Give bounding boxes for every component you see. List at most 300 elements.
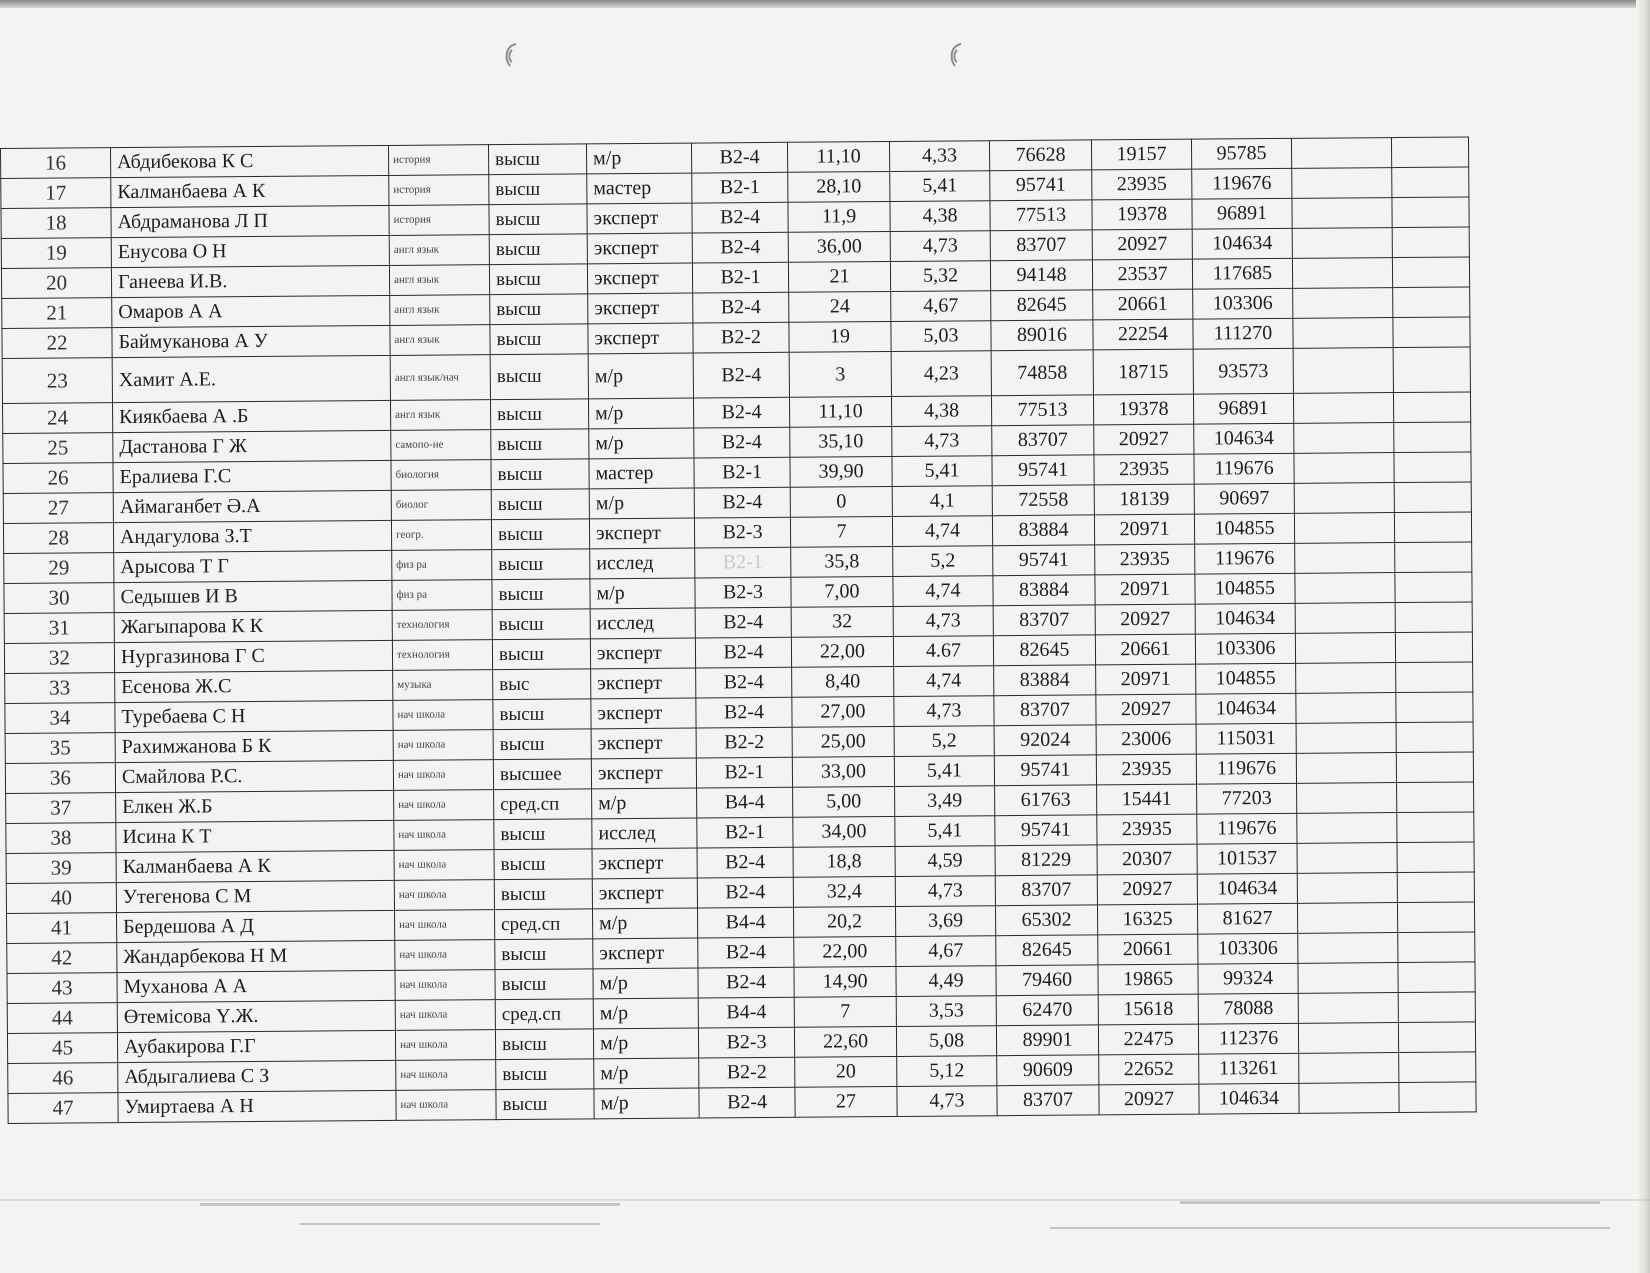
scan-top-edge <box>0 0 1650 8</box>
pen-mark-left <box>500 40 522 70</box>
empty-cell <box>1292 168 1392 199</box>
base-salary-cell: 83884 <box>993 575 1095 606</box>
education-cell: высш <box>493 729 591 760</box>
base-salary-cell: 95741 <box>993 545 1095 576</box>
grade-code-cell: В2-4 <box>694 487 790 518</box>
empty-cell <box>1397 812 1474 843</box>
empty-cell <box>1295 633 1395 664</box>
row-number-cell: 47 <box>8 1093 118 1124</box>
employee-name-cell: Жагыпарова К К <box>114 610 392 642</box>
education-cell: высшее <box>493 759 591 790</box>
education-cell: высш <box>492 579 590 610</box>
base-salary-cell: 89016 <box>991 320 1093 351</box>
row-number-cell: 46 <box>8 1063 118 1094</box>
coefficient-cell: 5,03 <box>891 321 991 352</box>
subject-cell: нач школа <box>394 850 494 881</box>
base-salary-cell: 90609 <box>997 1055 1099 1086</box>
total-salary-cell: 99324 <box>1198 963 1298 994</box>
grade-code-cell: В2-2 <box>693 322 789 353</box>
experience-cell: 27 <box>795 1086 897 1117</box>
empty-cell <box>1297 903 1397 934</box>
allowance-cell: 22475 <box>1098 1024 1198 1055</box>
coefficient-cell: 4,38 <box>890 201 990 232</box>
allowance-cell: 19865 <box>1098 964 1198 995</box>
row-number-cell: 42 <box>7 943 117 974</box>
empty-cell <box>1296 723 1396 754</box>
base-salary-cell: 95741 <box>992 455 1094 486</box>
allowance-cell: 23935 <box>1092 169 1192 200</box>
scan-bottom-streaks <box>0 1189 1650 1249</box>
grade-code-cell: В2-3 <box>698 1027 794 1058</box>
allowance-cell: 23006 <box>1096 724 1196 755</box>
allowance-cell: 20661 <box>1098 934 1198 965</box>
empty-cell <box>1298 1023 1398 1054</box>
employee-name-cell: Аймаганбет Ә.А <box>113 490 391 522</box>
coefficient-cell: 4,49 <box>896 966 996 997</box>
total-salary-cell: 113261 <box>1199 1053 1299 1084</box>
allowance-cell: 19378 <box>1092 199 1192 230</box>
base-salary-cell: 81229 <box>995 845 1097 876</box>
subject-cell: нач школа <box>394 790 494 821</box>
category-cell: исслед <box>590 608 695 639</box>
coefficient-cell: 5,08 <box>896 1026 996 1057</box>
allowance-cell: 23935 <box>1095 544 1195 575</box>
experience-cell: 25,00 <box>792 726 894 757</box>
total-salary-cell: 90697 <box>1194 483 1294 514</box>
grade-code-cell: В2-1 <box>697 817 793 848</box>
subject-cell: нач школа <box>395 1030 495 1061</box>
education-cell: высш <box>491 459 589 490</box>
category-cell: эксперт <box>592 878 697 909</box>
education-cell: сред.сп <box>494 909 592 940</box>
total-salary-cell: 101537 <box>1197 843 1297 874</box>
allowance-cell: 23935 <box>1096 754 1196 785</box>
row-number-cell: 37 <box>6 793 116 824</box>
empty-cell <box>1395 632 1472 663</box>
coefficient-cell: 3,69 <box>895 906 995 937</box>
total-salary-cell: 104634 <box>1197 873 1297 904</box>
category-cell: м/р <box>592 908 697 939</box>
coefficient-cell: 4,73 <box>892 426 992 457</box>
base-salary-cell: 65302 <box>995 905 1097 936</box>
empty-cell <box>1395 572 1472 603</box>
education-cell: высш <box>492 609 590 640</box>
subject-cell: музыка <box>393 670 493 701</box>
subject-cell: англ язык <box>390 295 490 326</box>
empty-cell <box>1296 693 1396 724</box>
category-cell: эксперт <box>587 263 692 294</box>
employee-name-cell: Бердешова А Д <box>117 910 395 942</box>
employee-name-cell: Жандарбекова Н М <box>117 940 395 972</box>
base-salary-cell: 76628 <box>989 140 1091 171</box>
row-number-cell: 36 <box>5 763 115 794</box>
category-cell: исслед <box>592 818 697 849</box>
empty-cell <box>1295 603 1395 634</box>
coefficient-cell: 5,41 <box>894 756 994 787</box>
row-number-cell: 38 <box>6 823 116 854</box>
education-cell: высш <box>490 354 588 400</box>
total-salary-cell: 104855 <box>1194 513 1294 544</box>
total-salary-cell: 117685 <box>1192 258 1292 289</box>
total-salary-cell: 104634 <box>1194 423 1294 454</box>
coefficient-cell: 4,73 <box>894 696 994 727</box>
employee-name-cell: Седышев И В <box>114 580 392 612</box>
allowance-cell: 20971 <box>1096 664 1196 695</box>
row-number-cell: 25 <box>3 433 113 464</box>
employee-name-cell: Туребаева С Н <box>115 700 393 732</box>
empty-cell <box>1293 288 1393 319</box>
empty-cell <box>1292 198 1392 229</box>
coefficient-cell: 3,49 <box>895 786 995 817</box>
empty-cell <box>1392 167 1469 198</box>
experience-cell: 21 <box>788 262 890 293</box>
total-salary-cell: 112376 <box>1198 1023 1298 1054</box>
category-cell: эксперт <box>588 323 693 354</box>
experience-cell: 3 <box>789 352 891 398</box>
education-cell: сред.сп <box>495 999 593 1030</box>
employee-name-cell: Абдыгалиева С З <box>118 1060 396 1092</box>
experience-cell: 7,00 <box>791 577 893 608</box>
base-salary-cell: 95741 <box>995 815 1097 846</box>
base-salary-cell: 83884 <box>994 665 1096 696</box>
experience-cell: 34,00 <box>793 816 895 847</box>
empty-cell <box>1398 932 1475 963</box>
grade-code-cell: В2-4 <box>697 847 793 878</box>
category-cell: м/р <box>590 578 695 609</box>
employee-name-cell: Ганеева И.В. <box>111 265 389 297</box>
category-cell: мастер <box>587 173 692 204</box>
category-cell: м/р <box>593 998 698 1029</box>
employee-name-cell: Есенова Ж.С <box>115 670 393 702</box>
experience-cell: 22,00 <box>794 936 896 967</box>
total-salary-cell: 104634 <box>1195 603 1295 634</box>
empty-cell <box>1395 602 1472 633</box>
total-salary-cell: 93573 <box>1193 348 1293 394</box>
base-salary-cell: 89901 <box>996 1025 1098 1056</box>
experience-cell: 8,40 <box>792 666 894 697</box>
empty-cell <box>1397 872 1474 903</box>
employee-name-cell: Елкен Ж.Б <box>116 790 394 822</box>
coefficient-cell: 4,38 <box>891 396 991 427</box>
allowance-cell: 20971 <box>1094 514 1194 545</box>
subject-cell: нач школа <box>396 1060 496 1091</box>
education-cell: высш <box>495 939 593 970</box>
grade-code-cell: В2-3 <box>694 517 790 548</box>
education-cell: высш <box>489 234 587 265</box>
coefficient-cell: 4,59 <box>895 846 995 877</box>
row-number-cell: 16 <box>1 148 111 179</box>
base-salary-cell: 83707 <box>990 230 1092 261</box>
base-salary-cell: 95741 <box>994 755 1096 786</box>
allowance-cell: 16325 <box>1097 904 1197 935</box>
experience-cell: 20 <box>795 1056 897 1087</box>
grade-code-cell: В2-1 <box>696 757 792 788</box>
category-cell: мастер <box>589 458 694 489</box>
coefficient-cell: 4,73 <box>895 876 995 907</box>
base-salary-cell: 79460 <box>996 965 1098 996</box>
row-number-cell: 31 <box>4 613 114 644</box>
coefficient-cell: 4,73 <box>893 606 993 637</box>
experience-cell: 14,90 <box>794 966 896 997</box>
empty-cell <box>1396 722 1473 753</box>
subject-cell: технология <box>392 640 492 671</box>
subject-cell: нач школа <box>393 730 493 761</box>
empty-cell <box>1299 1083 1399 1114</box>
subject-cell: биолог <box>391 490 491 521</box>
allowance-cell: 20927 <box>1094 424 1194 455</box>
empty-cell <box>1394 512 1471 543</box>
employee-name-cell: Енусова О Н <box>111 235 389 267</box>
category-cell: эксперт <box>591 698 696 729</box>
total-salary-cell: 81627 <box>1197 903 1297 934</box>
empty-cell <box>1295 573 1395 604</box>
employee-name-cell: Киякбаева А .Б <box>113 400 391 432</box>
allowance-cell: 23935 <box>1094 454 1194 485</box>
empty-cell <box>1294 423 1394 454</box>
coefficient-cell: 5,41 <box>895 816 995 847</box>
row-number-cell: 22 <box>2 328 112 359</box>
experience-cell: 36,00 <box>788 232 890 263</box>
grade-code-cell: В2-2 <box>699 1057 795 1088</box>
empty-cell <box>1393 392 1470 423</box>
employee-name-cell: Утегенова С М <box>116 880 394 912</box>
coefficient-cell: 4.67 <box>893 636 993 667</box>
subject-cell: нач школа <box>394 820 494 851</box>
coefficient-cell: 4,1 <box>892 486 992 517</box>
allowance-cell: 19157 <box>1091 139 1191 170</box>
education-cell: сред.сп <box>494 789 592 820</box>
grade-code-cell: В2-4 <box>698 937 794 968</box>
education-cell: высш <box>491 429 589 460</box>
allowance-cell: 20927 <box>1096 694 1196 725</box>
category-cell: исслед <box>590 548 695 579</box>
allowance-cell: 22652 <box>1099 1054 1199 1085</box>
allowance-cell: 20927 <box>1097 874 1197 905</box>
employee-name-cell: Абдраманова Л П <box>111 205 389 237</box>
row-number-cell: 41 <box>7 913 117 944</box>
base-salary-cell: 83707 <box>992 425 1094 456</box>
row-number-cell: 39 <box>6 853 116 884</box>
experience-cell: 11,10 <box>789 397 891 428</box>
empty-cell <box>1296 753 1396 784</box>
row-number-cell: 24 <box>3 403 113 434</box>
total-salary-cell: 104634 <box>1192 228 1292 259</box>
allowance-cell: 20661 <box>1093 289 1193 320</box>
experience-cell: 18,8 <box>793 846 895 877</box>
experience-cell: 20,2 <box>793 906 895 937</box>
empty-cell <box>1299 1053 1399 1084</box>
subject-cell: англ язык <box>390 400 490 431</box>
empty-cell <box>1394 482 1471 513</box>
coefficient-cell: 4,33 <box>889 141 989 172</box>
subject-cell: история <box>388 145 488 176</box>
employee-name-cell: Арысова Т Г <box>114 550 392 582</box>
empty-cell <box>1398 992 1475 1023</box>
base-salary-cell: 82645 <box>996 935 1098 966</box>
total-salary-cell: 104634 <box>1199 1083 1299 1114</box>
empty-cell <box>1396 752 1473 783</box>
coefficient-cell: 4,74 <box>893 576 993 607</box>
empty-cell <box>1398 1022 1475 1053</box>
experience-cell: 28,10 <box>788 172 890 203</box>
coefficient-cell: 5,2 <box>893 546 993 577</box>
category-cell: эксперт <box>591 668 696 699</box>
empty-cell <box>1297 843 1397 874</box>
empty-cell <box>1295 543 1395 574</box>
empty-cell <box>1297 783 1397 814</box>
grade-code-cell: В2-4 <box>693 352 789 398</box>
employee-name-cell: Хамит А.Е. <box>112 355 390 402</box>
employee-name-cell: Баймуканова А У <box>112 325 390 357</box>
empty-cell <box>1397 902 1474 933</box>
coefficient-cell: 5,41 <box>892 456 992 487</box>
category-cell: м/р <box>588 353 693 399</box>
subject-cell: англ язык/нач <box>390 355 490 401</box>
category-cell: эксперт <box>590 638 695 669</box>
total-salary-cell: 78088 <box>1198 993 1298 1024</box>
experience-cell: 7 <box>790 517 892 548</box>
row-number-cell: 28 <box>3 523 113 554</box>
employee-name-cell: Калманбаева А К <box>116 850 394 882</box>
education-cell: высш <box>490 294 588 325</box>
employee-name-cell: Дастанова Г Ж <box>113 430 391 462</box>
row-number-cell: 30 <box>4 583 114 614</box>
grade-code-cell: В2-1 <box>694 457 790 488</box>
empty-cell <box>1396 692 1473 723</box>
subject-cell: физ ра <box>392 550 492 581</box>
subject-cell: нач школа <box>395 970 495 1001</box>
row-number-cell: 20 <box>1 268 111 299</box>
scan-right-edge <box>1636 0 1650 1273</box>
total-salary-cell: 104634 <box>1196 693 1296 724</box>
coefficient-cell: 4,73 <box>897 1086 997 1117</box>
education-cell: высш <box>495 1029 593 1060</box>
total-salary-cell: 96891 <box>1193 393 1293 424</box>
total-salary-cell: 103306 <box>1195 633 1295 664</box>
education-cell: высш <box>489 264 587 295</box>
experience-cell: 35,8 <box>791 547 893 578</box>
base-salary-cell: 83884 <box>992 515 1094 546</box>
row-number-cell: 43 <box>7 973 117 1004</box>
education-cell: высш <box>496 1059 594 1090</box>
row-number-cell: 27 <box>3 493 113 524</box>
category-cell: эксперт <box>588 293 693 324</box>
allowance-cell: 23537 <box>1092 259 1192 290</box>
total-salary-cell: 103306 <box>1193 288 1293 319</box>
coefficient-cell: 4,67 <box>896 936 996 967</box>
grade-code-cell: В2-4 <box>692 232 788 263</box>
subject-cell: самопо-ие <box>391 430 491 461</box>
row-number-cell: 17 <box>1 178 111 209</box>
employee-name-cell: Ералиева Г.С <box>113 460 391 492</box>
coefficient-cell: 5,41 <box>890 171 990 202</box>
subject-cell: нач школа <box>395 1000 495 1031</box>
subject-cell: нач школа <box>393 700 493 731</box>
grade-code-cell: В2-4 <box>693 292 789 323</box>
empty-cell <box>1291 138 1391 169</box>
allowance-cell: 23935 <box>1097 814 1197 845</box>
employee-name-cell: Муханова А А <box>117 970 395 1002</box>
experience-cell: 11,10 <box>787 142 889 173</box>
total-salary-cell: 119676 <box>1194 453 1294 484</box>
empty-cell <box>1395 542 1472 573</box>
education-cell: высш <box>494 879 592 910</box>
grade-code-cell: В2-4 <box>691 142 787 173</box>
grade-code-cell: В2-3 <box>695 577 791 608</box>
subject-cell: технология <box>392 610 492 641</box>
employee-name-cell: Исина К Т <box>116 820 394 852</box>
allowance-cell: 19378 <box>1093 394 1193 425</box>
allowance-cell: 20927 <box>1095 604 1195 635</box>
experience-cell: 24 <box>789 292 891 323</box>
salary-sheet <box>0 136 1476 1123</box>
total-salary-cell: 119676 <box>1195 543 1295 574</box>
category-cell: м/р <box>593 968 698 999</box>
employee-name-cell: Калманбаева А К <box>111 175 389 207</box>
category-cell: эксперт <box>587 203 692 234</box>
subject-cell: англ язык <box>389 235 489 266</box>
empty-cell <box>1294 483 1394 514</box>
grade-code-cell: В2-1 <box>692 262 788 293</box>
category-cell: м/р <box>594 1058 699 1089</box>
base-salary-cell: 72558 <box>992 485 1094 516</box>
experience-cell: 7 <box>794 996 896 1027</box>
experience-cell: 35,10 <box>790 427 892 458</box>
category-cell: эксперт <box>593 938 698 969</box>
education-cell: высш <box>492 639 590 670</box>
grade-code-cell: В2-2 <box>696 727 792 758</box>
category-cell: м/р <box>586 143 691 174</box>
base-salary-cell: 92024 <box>994 725 1096 756</box>
grade-code-cell: В2-4 <box>697 877 793 908</box>
experience-cell: 5,00 <box>793 786 895 817</box>
total-salary-cell: 119676 <box>1192 168 1292 199</box>
empty-cell <box>1393 287 1470 318</box>
empty-cell <box>1399 1052 1476 1083</box>
education-cell: высш <box>492 549 590 580</box>
empty-cell <box>1392 227 1469 258</box>
empty-cell <box>1292 258 1392 289</box>
allowance-cell: 20661 <box>1095 634 1195 665</box>
subject-cell: англ язык <box>390 325 490 356</box>
category-cell: м/р <box>589 428 694 459</box>
empty-cell <box>1392 197 1469 228</box>
allowance-cell: 20971 <box>1095 574 1195 605</box>
grade-code-cell: В2-1 <box>692 172 788 203</box>
education-cell: высш <box>488 144 586 175</box>
employee-name-cell: Рахимжанова Б К <box>115 730 393 762</box>
category-cell: м/р <box>594 1088 699 1119</box>
allowance-cell: 15441 <box>1097 784 1197 815</box>
empty-cell <box>1293 318 1393 349</box>
empty-cell <box>1298 993 1398 1024</box>
base-salary-cell: 83707 <box>994 695 1096 726</box>
row-number-cell: 44 <box>7 1003 117 1034</box>
allowance-cell: 18715 <box>1093 349 1193 395</box>
grade-code-cell: В2-4 <box>692 202 788 233</box>
subject-cell: нач школа <box>395 910 495 941</box>
base-salary-cell: 83707 <box>997 1085 1099 1116</box>
coefficient-cell: 4,74 <box>894 666 994 697</box>
empty-cell <box>1393 347 1470 393</box>
subject-cell: нач школа <box>393 760 493 791</box>
subject-cell: нач школа <box>394 880 494 911</box>
empty-cell <box>1294 513 1394 544</box>
empty-cell <box>1297 873 1397 904</box>
experience-cell: 0 <box>790 487 892 518</box>
employee-name-cell: Аубакирова Г.Г <box>117 1030 395 1062</box>
row-number-cell: 23 <box>2 358 112 404</box>
